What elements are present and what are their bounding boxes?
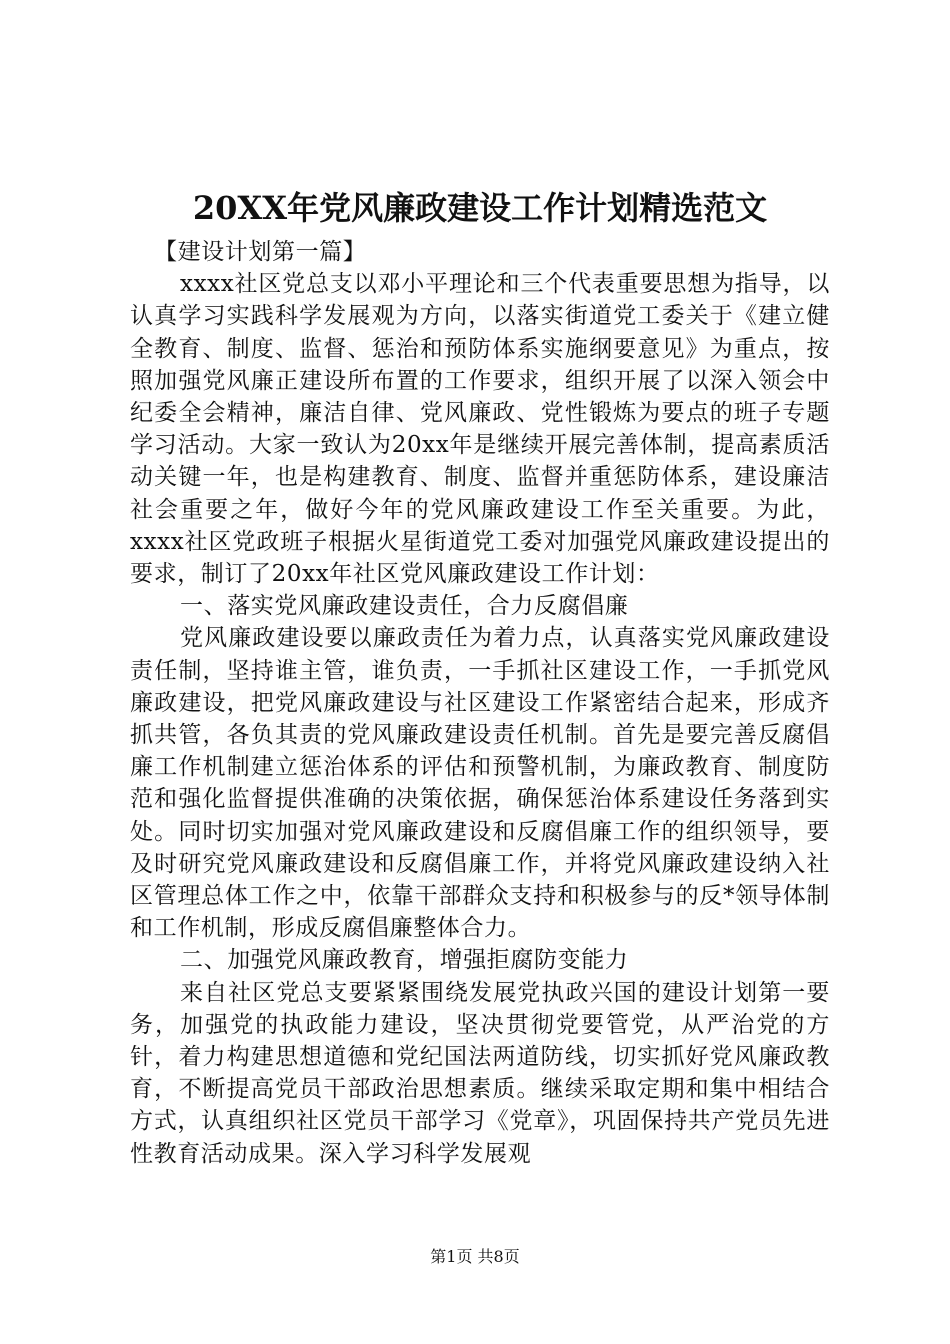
document-title: 20XX年党风廉政建设工作计划精选范文 [192,189,768,227]
section-heading-1: 一、落实党风廉政建设责任，合力反腐倡廉 [180,593,629,620]
paragraph-intro: xxxx社区党总支以邓小平理论和三个代表重要思想为指导，以认真学习实践科学发展观为方向，以落实街道党工委关于《建立健全教育、制度、监督、惩治和预防体系实施纲要意见》为重点，按照加强党风廉正建设所布置的工作要求，组织开展了以深入领会中纪委全会精神，廉洁自律、党风廉政、党性锻炼为要点的班子专题学习活动。大家一致认为20xx年是继续开展完善体制，提高素质活动关键一年，也是构建教育、制度、监督并重惩防体系，建设廉洁社会重要之年，做好今年的党风廉政建设工作至关重要。为此，xxxx社区党政班子根据火星街道党工委对加强党风廉政建设提出的要求，制订了20xx年社区党风廉政建设工作计划： [130,271,830,588]
document-page [130,182,830,1170]
paragraph-section-1: 党风廉政建设要以廉政责任为着力点，认真落实党风廉政建设责任制，坚持谁主管，谁负责，一手抓社区建设工作，一手抓党风廉政建设，把党风廉政建设与社区建设工作紧密结合起来，形成齐抓共管，各负其责的党风廉政建设责任机制。首先是要完善反腐倡廉工作机制建立惩治体系的评估和预警机制，为廉政教育、制度防范和强化监督提供准确的决策依据，确保惩治体系建设任务落到实处。同时切实加强对党风廉政建设和反腐倡廉工作的组织领导，要及时研究党风廉政建设和反腐倡廉工作，并将党风廉政建设纳入社区管理总体工作之中，依靠干部群众支持和积极参与的反*领导体制和工作机制，形成反腐倡廉整体合力。 [130,625,830,942]
section-label: 【建设计划第一篇】 [154,239,367,265]
paragraph-section-2: 来自社区党总支要紧紧围绕发展党执政兴国的建设计划第一要务，加强党的执政能力建设，坚决贯彻党要管党，从严治党的方针，着力构建思想道德和党纪国法两道防线，切实抓好党风廉政教育，不断提高党员干部政治思想素质。继续采取定期和集中相结合方式，认真组织社区党员干部学习《党章》，巩固保持共产党员先进性教育活动成果。深入学习科学发展观 [130,979,830,1167]
section-heading-2: 二、加强党风廉政教育，增强拒腐防变能力 [180,947,629,974]
page-footer: 第1页 共8页 [430,1247,520,1266]
